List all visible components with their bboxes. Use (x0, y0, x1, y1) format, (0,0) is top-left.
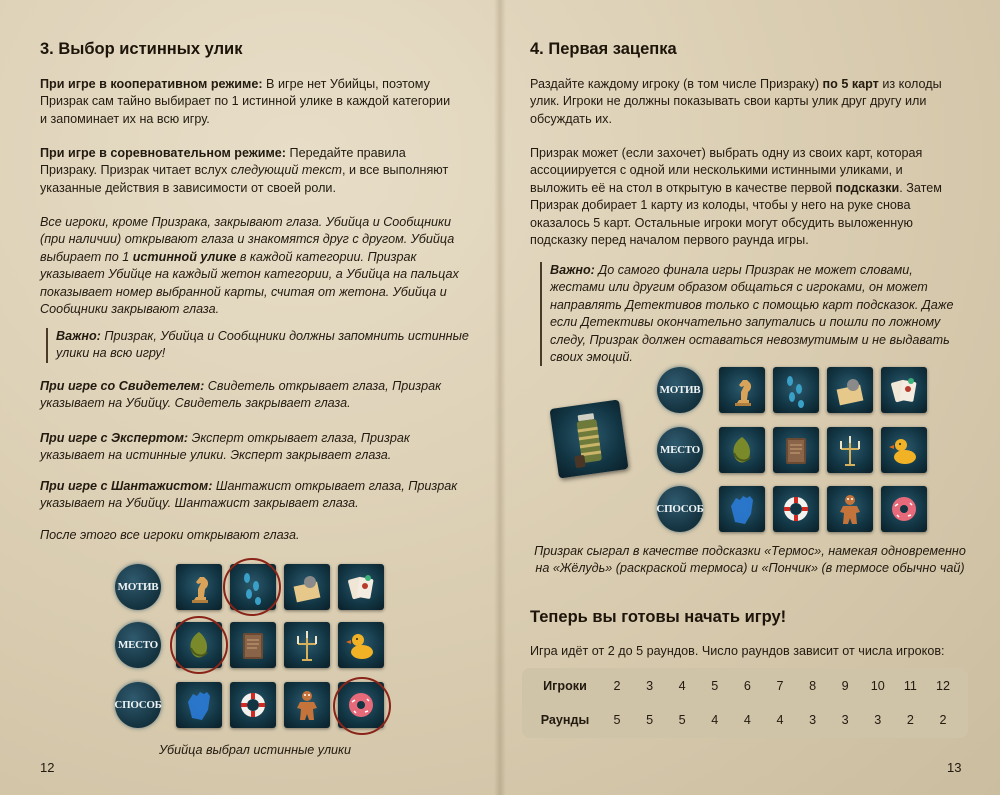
candelabra-icon (284, 622, 330, 668)
table-cell: 4 (678, 679, 686, 693)
after-paragraph: После этого все игроки открывают глаза. (40, 528, 300, 542)
category-token: МОТИВ (657, 367, 703, 413)
table-label-players: Игроки (543, 679, 587, 693)
book-icon (773, 427, 819, 473)
footprints-icon (773, 367, 819, 413)
playing-cards-icon (338, 564, 384, 610)
blackmailer-paragraph: При игре с Шантажистом: Шантажист открывает глаза, Призрак указывает на Убийцу. Шантажист закрывает глаза. (40, 479, 458, 511)
table-cell: 5 (646, 713, 654, 727)
evidence-card (827, 367, 873, 413)
evidence-card (773, 486, 819, 532)
envelope-icon (284, 564, 330, 610)
evidence-card (719, 427, 765, 473)
acorn-icon (719, 427, 765, 473)
category-token: СПОСОБ (115, 682, 161, 728)
rubber-duck-icon (338, 622, 384, 668)
chess-knight-icon (176, 564, 222, 610)
rubber-duck-icon (881, 427, 927, 473)
table-row-players (522, 670, 968, 700)
deal-paragraph: Раздайте каждому игроку (в том числе Призраку) по 5 карт из колоды улик. Игроки не должны показывать свои карты улик друг другу или обсуждать их. (530, 77, 942, 126)
competitive-paragraph: При игре в соревновательном режиме: Передайте правила Призраку. Призрак читает вслух следующий текст, и все выполняют указанные действия в зависимости от своей роли. (40, 146, 449, 195)
table-cell: 5 (613, 713, 621, 727)
category-token: МЕСТО (115, 622, 161, 668)
table-cell: 3 (646, 679, 654, 693)
evidence-card (338, 564, 384, 610)
lifebuoy-icon (773, 486, 819, 532)
table-cell: 3 (809, 713, 817, 727)
evidence-card (773, 367, 819, 413)
thermos-icon (549, 399, 628, 478)
grid-caption-left: Убийца выбрал истинные улики (158, 743, 352, 757)
evidence-card (881, 486, 927, 532)
selection-circle (333, 677, 391, 735)
evidence-card (176, 682, 222, 728)
important-note-right: Важно: До самого финала игры Призрак не может словами, жестами или другим образом общаться с игроками, он может направлять Детективов только с помощью карт подсказок. Даже если Детективы окончательно запутались и пошли по ложному следу, Призрак должен оставаться невозмутимым и не выдавать своих эмоций. (540, 262, 970, 366)
table-cell: 2 (939, 713, 947, 727)
glove-icon (719, 486, 765, 532)
category-token: МЕСТО (657, 427, 703, 473)
table-cell: 11 (903, 679, 917, 693)
gingerbread-icon (284, 682, 330, 728)
witness-paragraph: При игре со Свидетелем: Свидетель открывает глаза, Призрак указывает на Убийцу. Свидетель закрывает глаза. (40, 379, 442, 411)
all-players-paragraph: Все игроки, кроме Призрака, закрывают глаза. Убийца и Сообщники (при наличии) открывают глаза и знакомятся друг с другом. Убийца выбирает по 1 истинной улике в каждой категории. Призрак указывает Убийце на каждый жетон категории, а Убийца на пальцах показывает номер выбранной карты, считая от жетона. Убийца и Сообщники закрывают глаза. (40, 215, 459, 317)
table-cell: 3 (841, 713, 849, 727)
candelabra-icon (827, 427, 873, 473)
rounds-table (522, 668, 968, 738)
table-cell: 12 (935, 679, 950, 693)
category-token: СПОСОБ (657, 486, 703, 532)
table-cell: 2 (906, 713, 914, 727)
expert-paragraph: При игре с Экспертом: Эксперт открывает глаза, Призрак указывает на истинные улики. Эксперт закрывает глаза. (40, 431, 410, 463)
evidence-card (773, 427, 819, 473)
table-label-rounds: Раунды (540, 713, 590, 727)
grid-caption-right: Призрак сыграл в качестве подсказки «Термос», намекая одновременно на «Жёлудь» (раскраской термоса) и «Пончик» (в термосе обычно чай) (534, 544, 966, 576)
playing-cards-icon (881, 367, 927, 413)
evidence-card (230, 682, 276, 728)
evidence-card (719, 486, 765, 532)
table-cell: 4 (711, 713, 719, 727)
evidence-card (284, 564, 330, 610)
table-cell: 5 (711, 679, 719, 693)
coop-paragraph: При игре в кооперативном режиме: В игре нет Убийцы, поэтому Призрак сам тайно выбирает по 1 истинной улике в каждой категории и запоминает их на всю игру. (40, 77, 451, 126)
evidence-card (338, 622, 384, 668)
table-cell: 7 (776, 679, 784, 693)
table-cell: 4 (776, 713, 784, 727)
table-cell: 8 (809, 679, 817, 693)
table-cell: 6 (743, 679, 751, 693)
evidence-card (284, 622, 330, 668)
section-heading-3: 3. Выбор истинных улик (40, 40, 243, 58)
thermos-card (549, 399, 628, 478)
table-cell: 4 (743, 713, 751, 727)
table-cell: 10 (870, 679, 885, 693)
clue-paragraph: Призрак может (если захочет) выбрать одну из своих карт, которая ассоциируется с одной или несколькими истинными уликами, и выложить её на стол в открытую в качестве первой подсказки. Затем Призрак добирает 1 карту из колоды, чтобы у него на руке снова оказалось 5 карт. Остальные игроки могут обсудить выложенную подсказку перед началом первого раунда игры. (530, 146, 942, 248)
glove-icon (176, 682, 222, 728)
page-number-left: 12 (40, 760, 55, 775)
evidence-card (827, 486, 873, 532)
evidence-card (176, 564, 222, 610)
table-cell: 3 (874, 713, 882, 727)
gingerbread-icon (827, 486, 873, 532)
evidence-card (827, 427, 873, 473)
evidence-card (284, 682, 330, 728)
important-note-left: Важно: Призрак, Убийца и Сообщники должны запомнить истинные улики на всю игру! (46, 328, 476, 363)
section-heading-4: 4. Первая зацепка (530, 40, 677, 58)
selection-circle (223, 558, 281, 616)
donut-icon (881, 486, 927, 532)
evidence-card (881, 427, 927, 473)
book-icon (230, 622, 276, 668)
table-cell: 5 (678, 713, 686, 727)
ready-heading: Теперь вы готовы начать игру! (530, 608, 787, 626)
table-cell: 2 (613, 679, 621, 693)
evidence-card (719, 367, 765, 413)
envelope-icon (827, 367, 873, 413)
table-cell: 9 (841, 679, 849, 693)
category-token: МОТИВ (115, 564, 161, 610)
chess-knight-icon (719, 367, 765, 413)
evidence-card (881, 367, 927, 413)
lifebuoy-icon (230, 682, 276, 728)
selection-circle (170, 616, 228, 674)
table-row-rounds (522, 704, 968, 734)
page-number-right: 13 (947, 760, 962, 775)
evidence-card (230, 622, 276, 668)
rounds-paragraph: Игра идёт от 2 до 5 раундов. Число раундов зависит от числа игроков: (530, 644, 945, 658)
